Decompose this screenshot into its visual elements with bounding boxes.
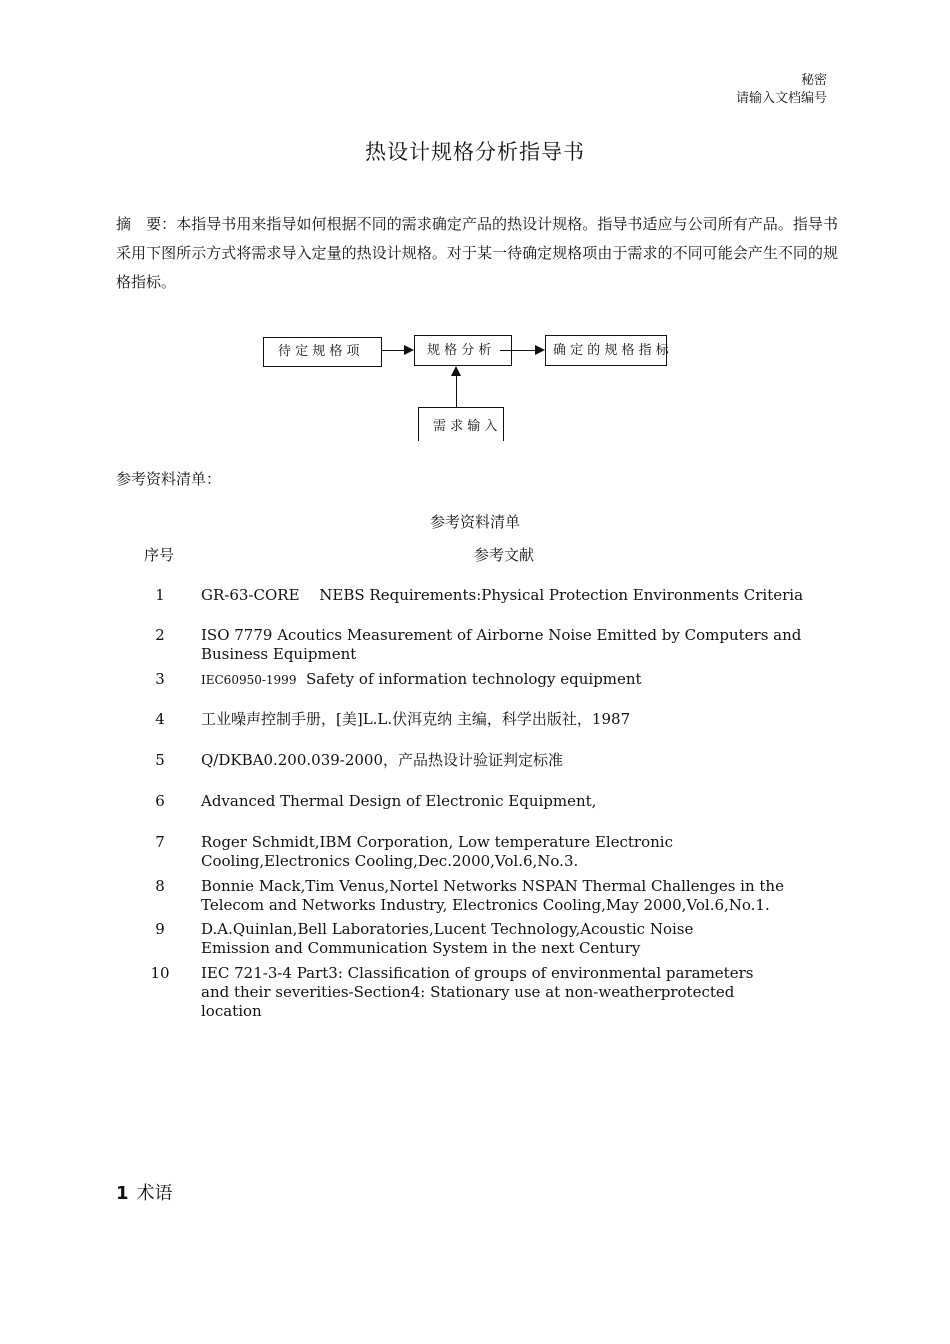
box-result-spec [545,335,667,366]
box-requirement-input [418,407,504,441]
arrow-head-right [535,345,545,355]
ref-text: D.A.Quinlan,Bell Laboratories,Lucent Technology,Acoustic Noise Emission and Communication System in the next Century [201,920,694,957]
box-pending-spec-label: 待 定 规 格 项 [278,344,360,359]
page-title: 热设计规格分析指导书 [365,140,585,164]
ref-number: 2 [155,626,165,644]
ref-number: 9 [155,920,165,938]
ref-number: 7 [155,833,165,851]
section-title: 术语 [136,1183,173,1204]
abstract-text: 本指导书用来指导如何根据不同的需求确定产品的热设计规格。指导书适应与公司所有产品。指导书采用下图所示方式将需求导入定量的热设计规格。对于某一待确定规格项由于需求的不同可能会产生不同的规格指标。 [116,215,838,291]
ref-number: 8 [155,877,165,895]
ref-text: Advanced Thermal Design of Electronic Equipment, [201,792,597,810]
ref-text: GR-63-CORE NEBS Requirements:Physical Protection Environments Criteria [201,586,804,604]
ref-text: 工业噪声控制手册，[美]L.L.伏洱克纳 主编，科学出版社，1987 [201,710,631,728]
ref-text: Roger Schmidt,IBM Corporation, Low temperature Electronic Cooling,Electronics Cooling,Dec.2000,Vol.6,No.3. [201,833,673,870]
section-number: 1 [116,1183,129,1204]
arrow-head-up [451,366,461,376]
ref-number: 10 [150,964,170,982]
ref-text: Bonnie Mack,Tim Venus,Nortel Networks NSPAN Thermal Challenges in the Telecom and Networks Industry, Electronics Cooling,May 2000,Vol.6,No.1. [201,877,784,914]
box-spec-analysis [414,335,512,366]
col-header-number: 序号 [144,546,175,564]
ref-text: IEC 721-3-4 Part3: Classification of groups of environmental parameters and their severities-Section4: Stationary use at non-weatherprotected location [201,964,754,1020]
ref-text [201,670,821,690]
box-result-spec-label: 确 定 的 规 格 指 标 [553,343,669,358]
arrow-pending-to-analysis [381,350,405,351]
ref-number: 1 [155,586,165,604]
ref-number: 4 [155,710,165,728]
ref-number: 6 [155,792,165,810]
box-requirement-input-label: 需 求 输 入 [433,419,498,434]
abstract-label: 摘 要： [116,215,177,233]
ref-text: ISO 7779 Acoutics Measurement of Airborne Noise Emitted by Computers and Business Equipment [201,626,802,663]
arrow-head-right [404,345,414,355]
abstract-paragraph [116,210,838,297]
ref-number: 5 [155,751,165,769]
section-heading [116,1179,173,1205]
header-classification: 秘密 [800,73,827,88]
box-spec-analysis-label: 规 格 分 析 [427,343,492,358]
ref-text: Q/DKBA0.200.039-2000，产品热设计验证判定标准 [201,751,564,769]
col-header-reference: 参考文献 [474,546,535,564]
ref-code: IEC60950-1999 [201,673,297,687]
arrow-analysis-to-result [500,350,536,351]
arrow-input-to-analysis [456,375,457,407]
ref-text-content: Safety of information technology equipment [306,670,642,688]
box-pending-spec [263,337,382,367]
table-caption: 参考资料清单 [429,513,520,531]
references-label: 参考资料清单： [116,470,222,488]
ref-number: 3 [155,670,165,688]
header-doc-number[interactable]: 请输入文档编号 [735,91,827,106]
